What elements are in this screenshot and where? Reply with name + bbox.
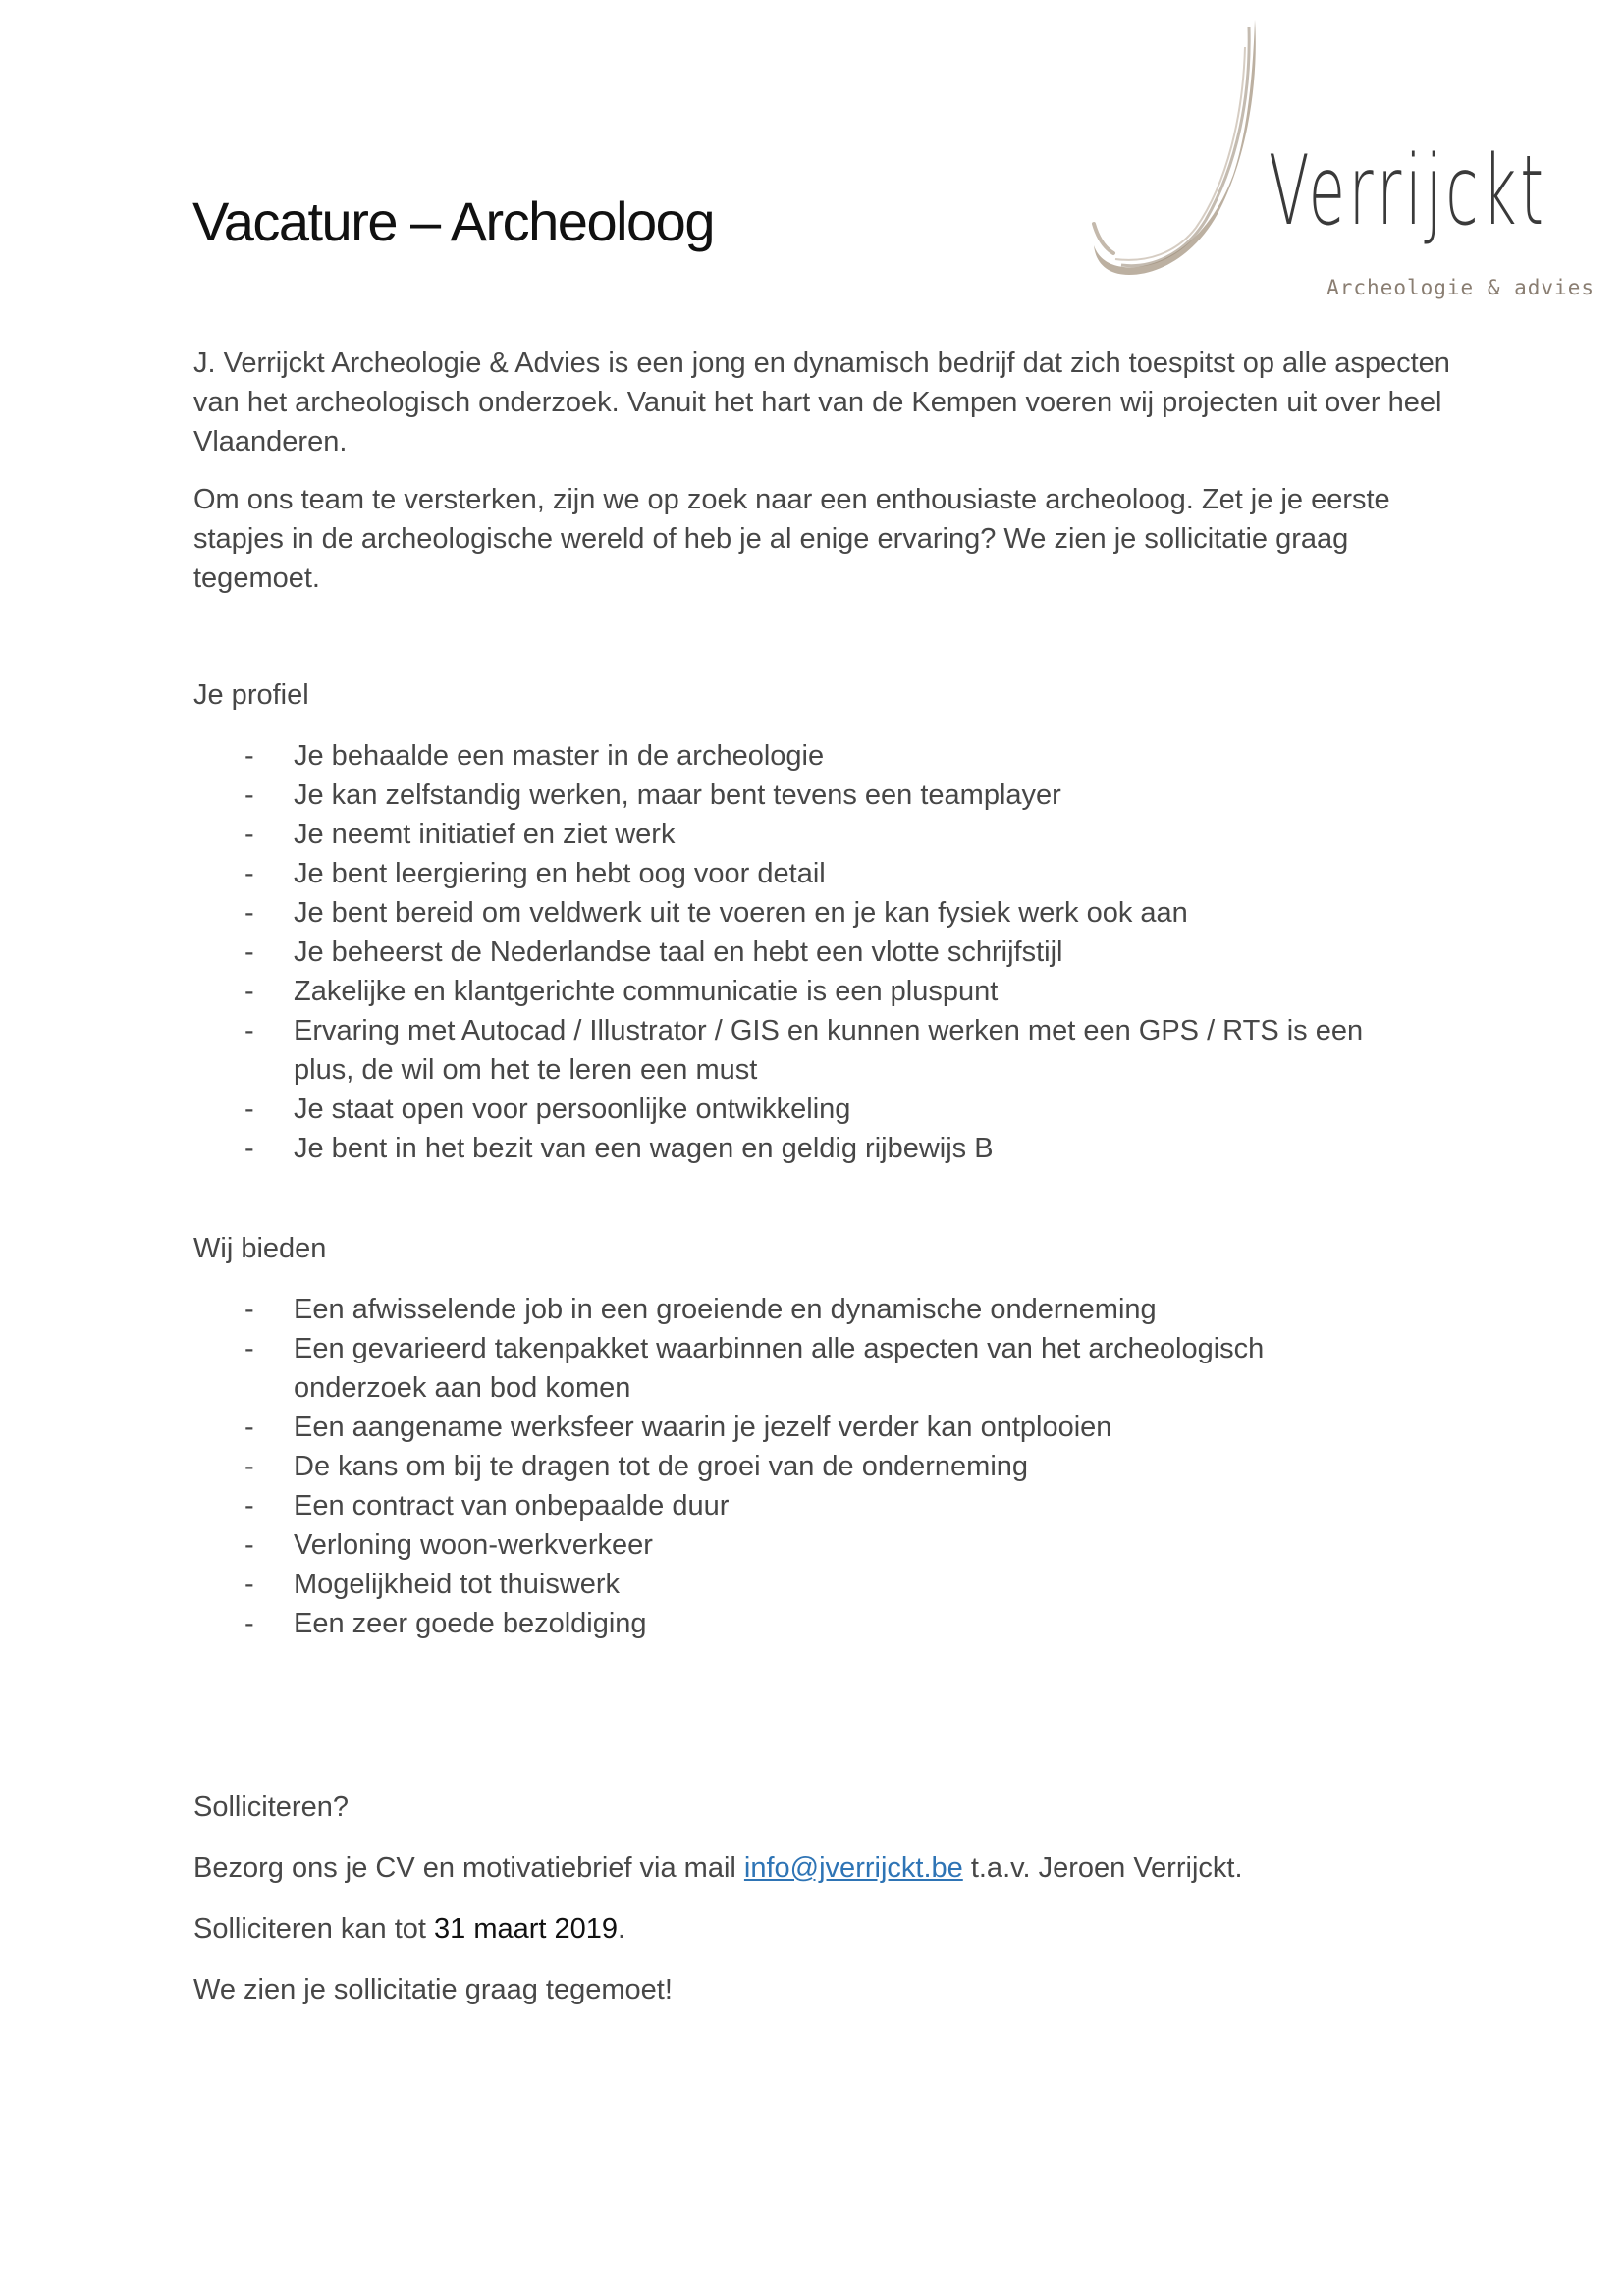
list-item: - Een aangename werksfeer waarin je jezelf verder kan ontplooien — [193, 1408, 1364, 1447]
apply-instructions — [193, 1848, 1450, 1888]
company-logo — [1090, 18, 1600, 302]
logo-swoosh-icon — [1090, 18, 1286, 283]
intro-paragraph: Om ons team te versterken, zijn we op zoek naar een enthousiaste archeoloog. Zet je je eerste stapjes in de archeologische wereld of heb je al enige ervaring? We zien je sollicitatie graag tegemoet. — [193, 484, 1390, 594]
list-item: - Je staat open voor persoonlijke ontwikkeling — [193, 1090, 1364, 1129]
list-item: - Je bent bereid om veldwerk uit te voeren en je kan fysiek werk ook aan — [193, 893, 1364, 933]
list-item: - Ervaring met Autocad / Illustrator / GIS en kunnen werken met een GPS / RTS is een plus, de wil om het te leren een must — [193, 1011, 1364, 1090]
list-item: - Een contract van onbepaalde duur — [193, 1486, 1364, 1525]
apply-deadline — [193, 1909, 1450, 1949]
list-item: - Je kan zelfstandig werken, maar bent tevens een teamplayer — [193, 775, 1364, 815]
profile-list — [193, 736, 1450, 1168]
list-item: - Je behaalde een master in de archeologie — [193, 736, 1364, 775]
list-item: - Je neemt initiatief en ziet werk — [193, 815, 1364, 854]
list-item: - Verloning woon-werkverkeer — [193, 1525, 1364, 1565]
list-item: - Een zeer goede bezoldiging — [193, 1604, 1364, 1643]
list-item: - Een gevarieerd takenpakket waarbinnen alle aspecten van het archeologisch onderzoek aan bod komen — [193, 1329, 1364, 1408]
apply-deadline-prefix: Solliciteren kan tot — [193, 1913, 435, 1945]
list-item: - Je bent leergiering en hebt oog voor detail — [193, 854, 1364, 893]
apply-instructions-suffix: t.a.v. Jeroen Verrijckt. — [962, 1852, 1243, 1884]
list-item: - Je bent in het bezit van een wagen en geldig rijbewijs B — [193, 1129, 1364, 1168]
apply-deadline-suffix: . — [618, 1913, 626, 1945]
list-item: - Een afwisselende job in een groeiende en dynamische onderneming — [193, 1290, 1364, 1329]
page-title: Vacature – Archeoloog — [192, 190, 714, 252]
email-link[interactable]: info@jverrijckt.be — [743, 1852, 963, 1884]
document-body — [193, 344, 1450, 2031]
apply-closing: We zien je sollicitatie graag tegemoet! — [193, 1974, 673, 2005]
intro-paragraph: J. Verrijckt Archeologie & Advies is een jong en dynamisch bedrijf dat zich toespitst op alle aspecten van het archeologisch onderzoek. Vanuit het hart van de Kempen voeren wij projecten uit over heel Vlaanderen. — [193, 347, 1450, 457]
logo-name: Verrijckt — [1269, 135, 1547, 247]
offer-list — [193, 1290, 1450, 1643]
apply-heading: Solliciteren? — [193, 1791, 349, 1823]
list-item: - Je beheerst de Nederlandse taal en hebt een vlotte schrijfstijl — [193, 933, 1364, 972]
deadline-date: 31 maart 2019 — [434, 1913, 619, 1945]
list-item: - Mogelijkheid tot thuiswerk — [193, 1565, 1364, 1604]
offer-heading: Wij bieden — [193, 1233, 327, 1264]
list-item: - Zakelijke en klantgerichte communicatie is een pluspunt — [193, 972, 1364, 1011]
logo-tagline: Archeologie & advies — [1326, 276, 1595, 299]
apply-instructions-prefix: Bezorg ons je CV en motivatiebrief via mail — [193, 1852, 744, 1884]
list-item: - De kans om bij te dragen tot de groei van de onderneming — [193, 1447, 1364, 1486]
apply-section — [193, 1788, 1450, 2009]
profile-heading: Je profiel — [193, 679, 309, 711]
